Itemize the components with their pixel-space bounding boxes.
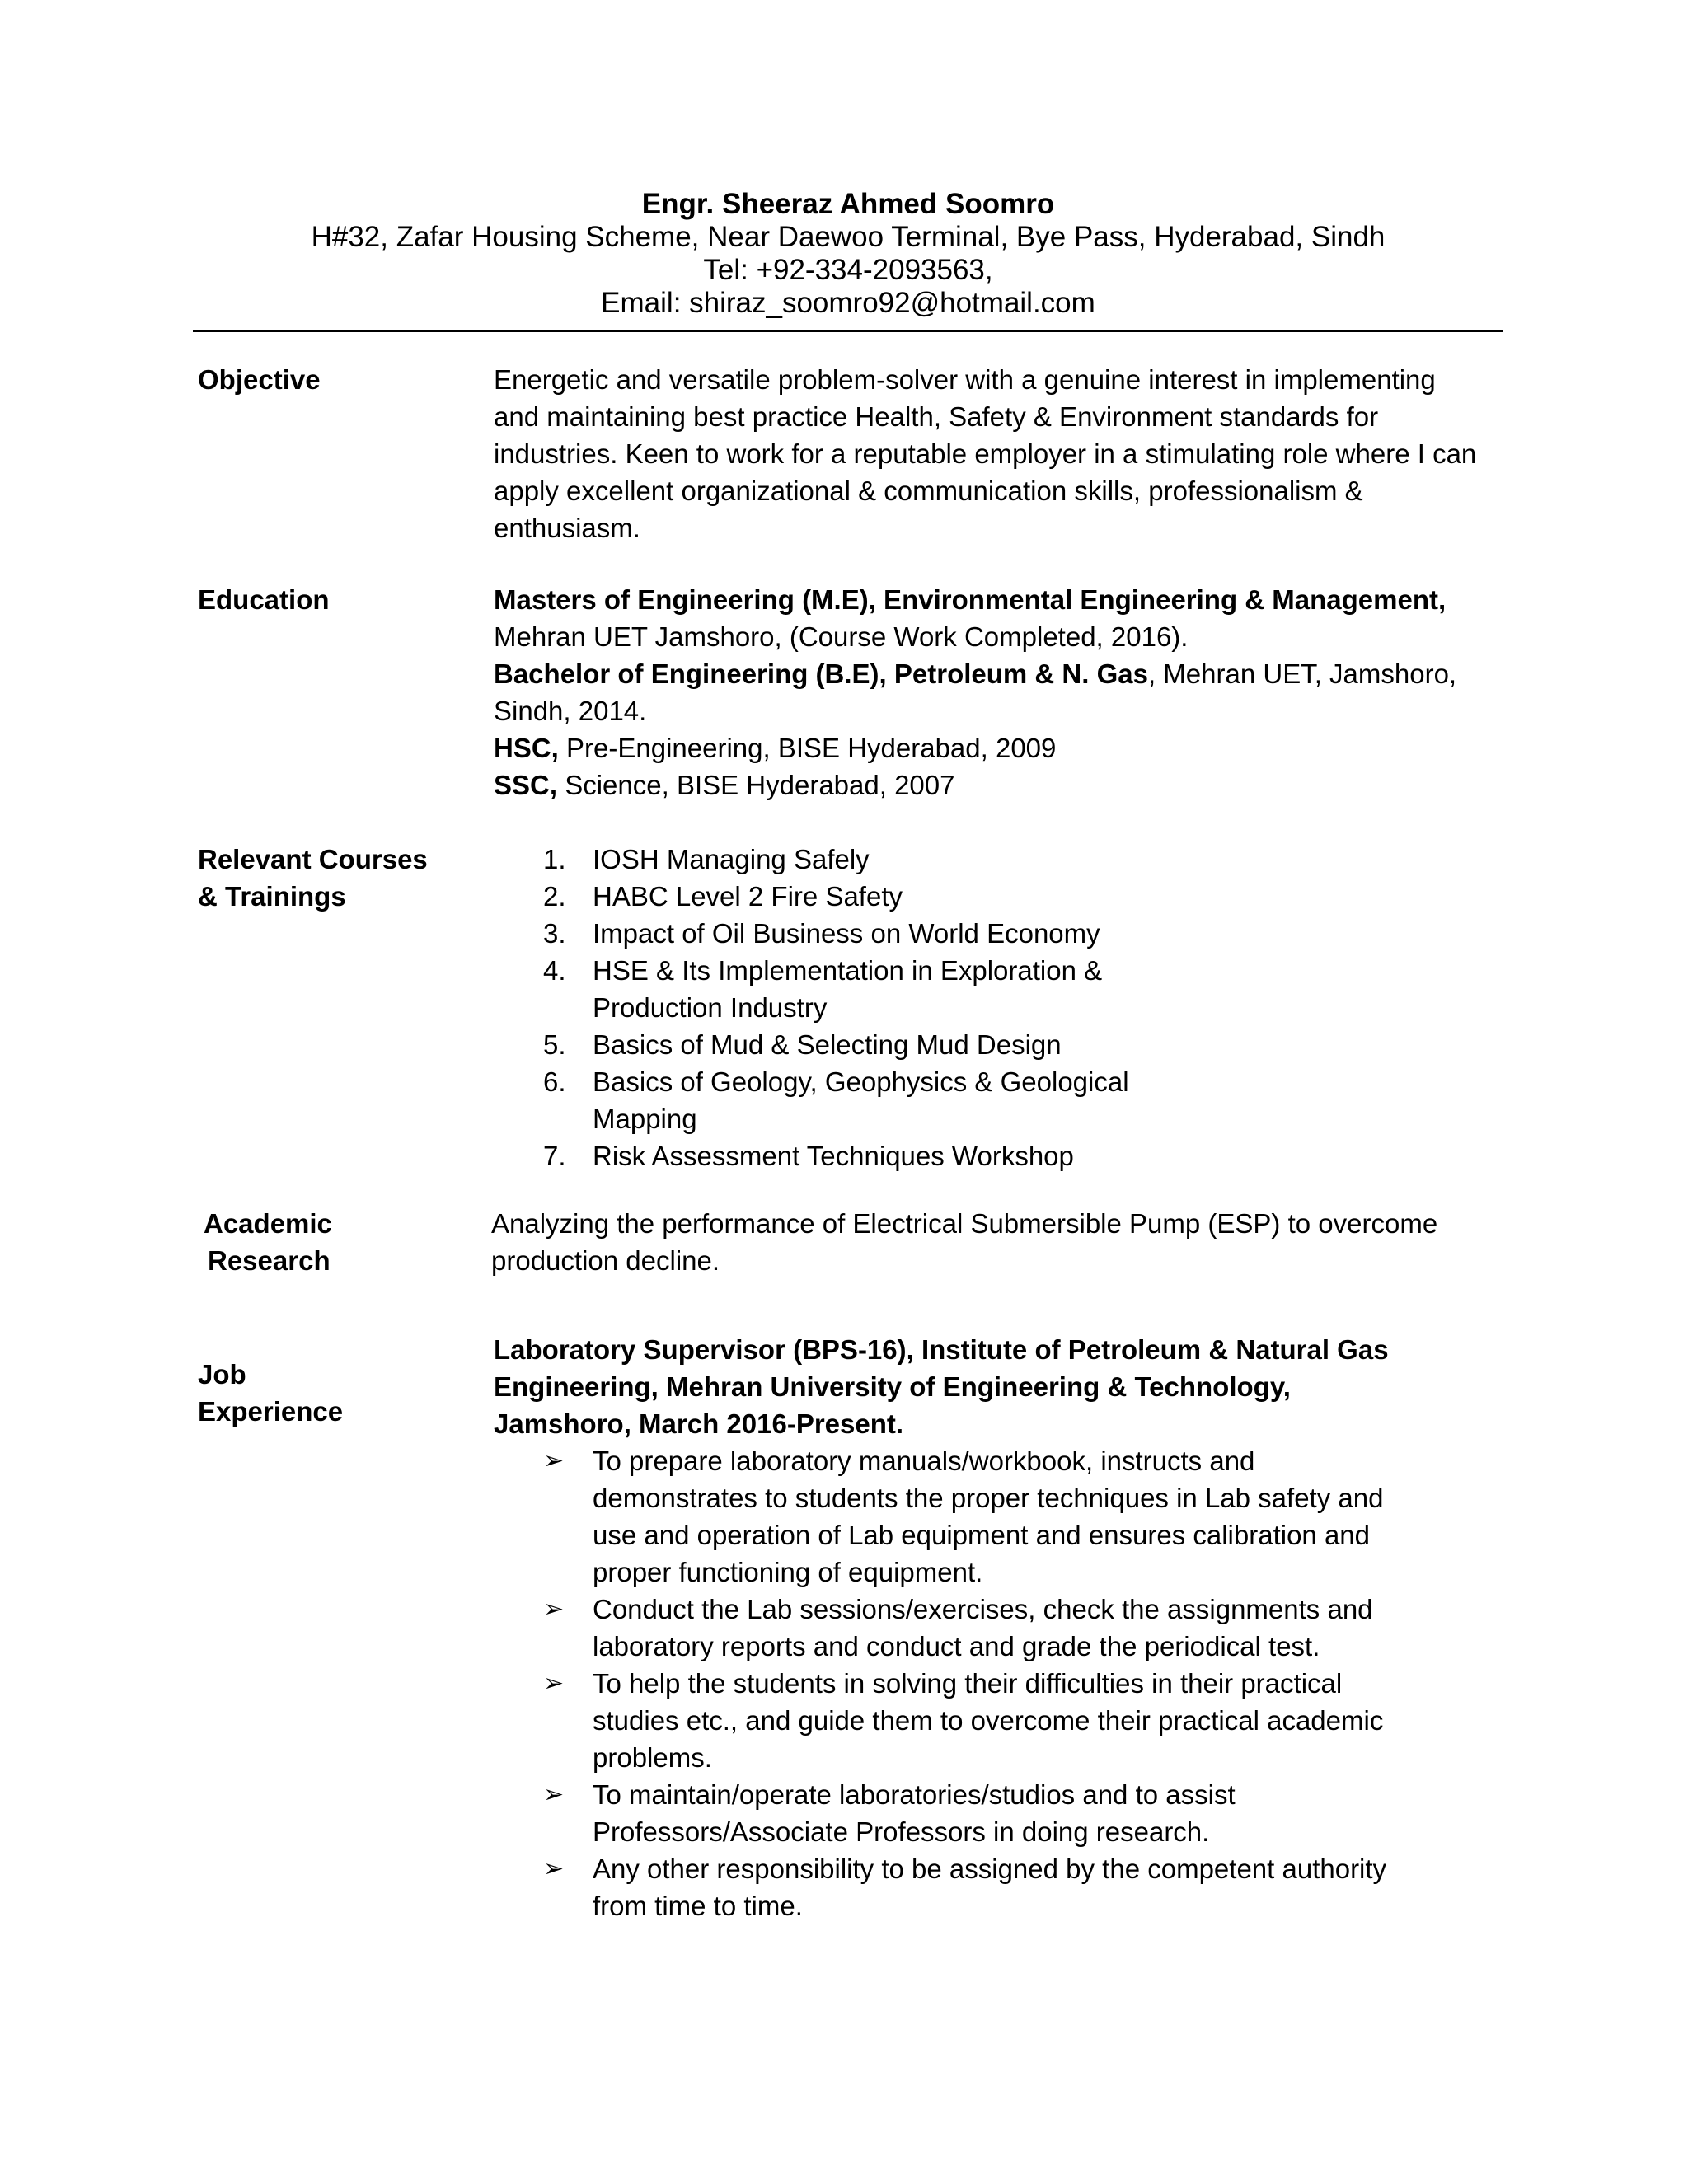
list-item — [494, 952, 1137, 1026]
list-item — [494, 878, 1137, 915]
experience-label-line2: Experience — [198, 1396, 344, 1427]
objective-text: Energetic and versatile problem-solver with a genuine interest in implementing and maintaining best practice Health, Safety & Environment standards for industries. Keen to work for a reputable employer in a stimulating role where I can apply excellent organizational & communication skills, professionalism & enthusiasm. — [494, 364, 1477, 543]
courses-label-line2: & Trainings — [198, 881, 346, 912]
research-label-line1: Academic — [204, 1208, 332, 1239]
arrow-bullet-icon: ➢ — [543, 1447, 565, 1474]
courses-label — [198, 841, 470, 915]
list-item — [494, 1665, 1417, 1776]
telephone: Tel: +92-334-2093563, — [703, 254, 993, 286]
list-number: 5. — [543, 1029, 566, 1060]
education-degree: HSC, — [494, 733, 559, 763]
job-title: Laboratory Supervisor (BPS-16), Institute of Petroleum & Natural Gas Engineering, Mehran University of Engineering & Technology, Jamshoro, March 2016-Present. — [494, 1334, 1389, 1439]
list-item — [494, 1137, 1137, 1174]
education-item — [494, 729, 1507, 766]
duty-text: To maintain/operate laboratories/studios and to assist Professors/Associate Professors in doing research. — [593, 1779, 1236, 1847]
list-item — [494, 841, 1137, 878]
objective-label: Objective — [198, 364, 321, 395]
resume-header — [193, 188, 1503, 320]
arrow-bullet-icon: ➢ — [543, 1781, 565, 1808]
list-number: 6. — [543, 1066, 566, 1097]
experience-label-line1: Job — [198, 1359, 246, 1390]
education-degree: SSC, — [494, 770, 558, 800]
course-name: Risk Assessment Techniques Workshop — [593, 1141, 1074, 1171]
education-degree: Bachelor of Engineering (B.E), Petroleum & N. Gas — [494, 658, 1148, 689]
list-number: 1. — [543, 844, 566, 874]
course-name: IOSH Managing Safely — [593, 844, 870, 874]
list-number: 7. — [543, 1141, 566, 1171]
list-item — [494, 1063, 1137, 1137]
list-item — [494, 1850, 1417, 1924]
list-number: 2. — [543, 881, 566, 912]
research-text: Analyzing the performance of Electrical Submersible Pump (ESP) to overcome production decline. — [491, 1208, 1438, 1276]
research-label — [204, 1205, 476, 1279]
email: Email: shiraz_soomro92@hotmail.com — [601, 287, 1095, 319]
list-number: 4. — [543, 955, 566, 986]
duty-text: Conduct the Lab sessions/exercises, check the assignments and laboratory reports and conduct and grade the periodical test. — [593, 1594, 1373, 1661]
arrow-bullet-icon: ➢ — [543, 1855, 565, 1882]
education-details: Science, BISE Hyderabad, 2007 — [557, 770, 955, 800]
course-name: Impact of Oil Business on World Economy — [593, 918, 1100, 949]
duty-text: To help the students in solving their difficulties in their practical studies etc., and guide them to overcome their practical academic problems. — [593, 1668, 1384, 1773]
arrow-bullet-icon: ➢ — [543, 1670, 565, 1697]
header-divider — [193, 330, 1503, 332]
research-label-line2: Research — [208, 1245, 331, 1276]
list-item — [494, 1026, 1137, 1063]
education-item — [494, 766, 1507, 804]
list-item — [494, 1591, 1417, 1665]
education-item — [494, 581, 1507, 655]
experience-label — [198, 1331, 470, 1430]
course-name: Basics of Mud & Selecting Mud Design — [593, 1029, 1062, 1060]
course-name: HABC Level 2 Fire Safety — [593, 881, 903, 912]
education-details: Pre-Engineering, BISE Hyderabad, 2009 — [558, 733, 1057, 763]
courses-label-line1: Relevant Courses — [198, 844, 428, 874]
list-number: 3. — [543, 918, 566, 949]
education-label: Education — [198, 584, 330, 615]
education-details: Mehran UET Jamshoro, (Course Work Completed, 2016). — [494, 621, 1189, 652]
list-item — [494, 1442, 1417, 1591]
list-item — [494, 915, 1137, 952]
education-details: , Mehran UET, Jamshoro, Sindh, 2014. — [494, 658, 1457, 726]
education-item — [494, 655, 1507, 729]
courses-list — [494, 841, 1507, 1174]
education-list — [494, 581, 1507, 804]
education-degree: Masters of Engineering (M.E), Environmental Engineering & Management, — [494, 584, 1447, 615]
course-name: Basics of Geology, Geophysics & Geological Mapping — [593, 1066, 1129, 1134]
candidate-name: Engr. Sheeraz Ahmed Soomro — [641, 188, 1055, 220]
arrow-bullet-icon: ➢ — [543, 1596, 565, 1623]
duty-text: Any other responsibility to be assigned by the competent authority from time to time. — [593, 1854, 1387, 1921]
address: H#32, Zafar Housing Scheme, Near Daewoo Terminal, Bye Pass, Hyderabad, Sindh — [311, 221, 1386, 253]
course-name: HSE & Its Implementation in Exploration & Production Industry — [593, 955, 1103, 1023]
experience-content — [494, 1331, 1507, 1924]
duties-list — [494, 1442, 1507, 1924]
duty-text: To prepare laboratory manuals/workbook, instructs and demonstrates to students the proper techniques in Lab safety and use and operation of Lab equipment and ensures calibration and proper functioning of equipment. — [593, 1446, 1384, 1587]
list-item — [494, 1776, 1417, 1850]
